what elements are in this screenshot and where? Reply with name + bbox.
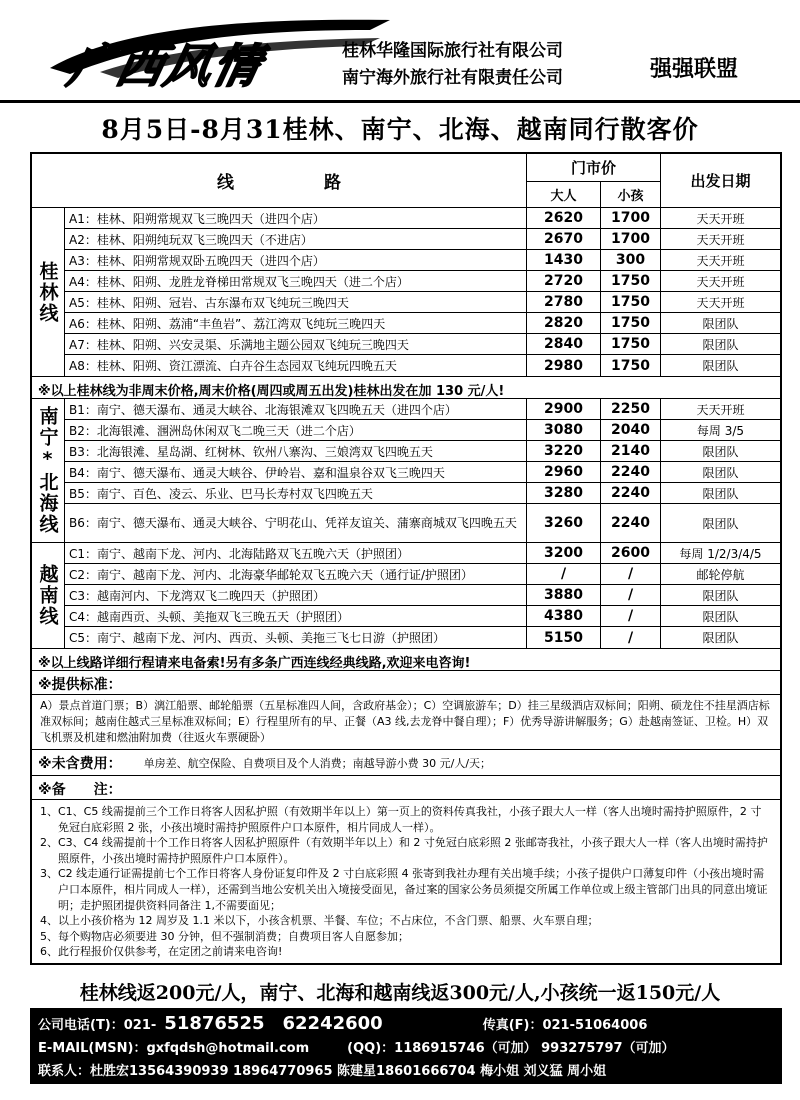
qq-numbers: (QQ)：1186915746（可加） 993275797（可加） bbox=[347, 1041, 675, 1056]
header-divider bbox=[0, 100, 800, 103]
child-price: 1750 bbox=[601, 271, 661, 291]
adult-price: 2620 bbox=[527, 208, 601, 228]
table-row bbox=[65, 606, 780, 627]
remark-number: 1、 bbox=[40, 805, 58, 818]
adult-price: 3260 bbox=[527, 504, 601, 542]
company-name-1: 桂林华隆国际旅行社有限公司 bbox=[342, 41, 563, 61]
list-item bbox=[40, 866, 772, 913]
table-row bbox=[65, 208, 780, 229]
table-row bbox=[65, 543, 780, 564]
remarks-title: ※备 注： bbox=[32, 776, 780, 800]
remark-text: C2 线走通行证需提前七个工作日将客人身份证复印件及 2 寸白底彩照 4 张寄到我社办理有关出境手续；小孩子提供户口薄复印件（小孩出境时需户口本原件，相片同成人一样），还需到当地公安机关出入境接受面见，备过案的国家公务员须提交所属工作单位或上级主管部门出具的同意出境证明；走护照团提供资料同备注 1,不需要面见； bbox=[58, 867, 768, 912]
header-child: 小孩 bbox=[617, 189, 644, 204]
excluded-title: ※未含费用： bbox=[38, 755, 122, 772]
email-address: E-MAIL(MSN)：gxfqdsh@hotmail.com bbox=[38, 1041, 310, 1056]
departure-date: 每周 3/5 bbox=[696, 423, 745, 438]
departure-date: 天天开班 bbox=[696, 232, 745, 247]
list-item bbox=[40, 944, 772, 960]
child-price: 2600 bbox=[601, 543, 661, 563]
adult-price: 2980 bbox=[527, 355, 601, 376]
table-row bbox=[65, 441, 780, 462]
list-item bbox=[40, 804, 772, 835]
child-price: 2040 bbox=[601, 420, 661, 440]
phone-number-2: 62242600 bbox=[282, 1013, 383, 1034]
departure-date: 限团队 bbox=[702, 609, 739, 624]
child-price: / bbox=[601, 606, 661, 626]
route-group-vietnam bbox=[32, 543, 780, 649]
group-rows-guilin bbox=[65, 208, 780, 376]
child-price: 1750 bbox=[601, 292, 661, 312]
child-price: / bbox=[601, 585, 661, 605]
departure-date: 限团队 bbox=[702, 516, 739, 531]
adult-price: 3220 bbox=[527, 441, 601, 461]
alliance-label: 强强联盟 bbox=[650, 56, 739, 82]
route-cell: C4：越南西贡、头顿、美拖双飞三晚五天（护照团） bbox=[65, 606, 527, 626]
header bbox=[0, 0, 800, 110]
route-cell: A1：桂林、阳朔常规双飞三晚四天（进四个店） bbox=[65, 208, 527, 228]
table-row bbox=[65, 483, 780, 504]
child-price: 1750 bbox=[601, 313, 661, 333]
child-price: 1700 bbox=[601, 229, 661, 249]
remark-text: C1、C5 线需提前三个工作日将客人因私护照（有效期半年以上）第一页上的资料传真我社，小孩子跟大人一样（客人出境时需持护照原件，2 寸免冠白底彩照 2 张，小孩出境时需持护照原件户口本原件，相片同成人一样）。 bbox=[58, 805, 762, 834]
adult-price: 2840 bbox=[527, 334, 601, 354]
route-cell: C5：南宁、越南下龙、河内、西贡、头顿、美拖三飞七日游（护照团） bbox=[65, 627, 527, 648]
child-price: 2240 bbox=[601, 483, 661, 503]
company-name-2: 南宁海外旅行社有限责任公司 bbox=[342, 68, 563, 88]
departure-date: 限团队 bbox=[702, 588, 739, 603]
adult-price: / bbox=[527, 564, 601, 584]
header-adult: 大人 bbox=[527, 182, 601, 207]
table-header bbox=[32, 154, 780, 208]
departure-date: 限团队 bbox=[702, 444, 739, 459]
excluded-section bbox=[32, 750, 780, 776]
list-item bbox=[40, 913, 772, 929]
remark-text: 每个购物店必须要进 30 分钟，但不强制消费；自费项目客人自愿参加； bbox=[58, 929, 409, 943]
remark-number: 6、 bbox=[40, 945, 58, 959]
adult-price: 2900 bbox=[527, 399, 601, 419]
contact-people: 联系人：杜胜宏13564390939 18964770965 陈建星18601666704 梅小姐 刘义猛 周小姐 bbox=[38, 1064, 607, 1079]
child-price: 1700 bbox=[601, 208, 661, 228]
header-route: 线路 bbox=[32, 154, 527, 207]
header-price bbox=[527, 154, 661, 207]
standard-title: ※提供标准： bbox=[32, 671, 780, 695]
contact-bar bbox=[30, 1008, 782, 1084]
departure-date: 限团队 bbox=[702, 631, 739, 645]
route-cell: C2：南宁、越南下龙、河内、北海豪华邮轮双飞五晚六天（通行证/护照团） bbox=[65, 564, 527, 584]
table-row bbox=[65, 462, 780, 483]
adult-price: 2670 bbox=[527, 229, 601, 249]
departure-date: 天天开班 bbox=[696, 253, 745, 268]
route-cell: B1：南宁、德天瀑布、通灵大峡谷、北海银滩双飞四晚五天（进四个店） bbox=[65, 399, 527, 419]
table-row bbox=[65, 271, 780, 292]
route-cell: B5：南宁、百色、凌云、乐业、巴马长寿村双飞四晚五天 bbox=[65, 483, 527, 503]
child-price: 2240 bbox=[601, 462, 661, 482]
group-label-guilin: 桂林线 bbox=[32, 208, 65, 376]
departure-date: 天天开班 bbox=[696, 274, 745, 289]
table-row bbox=[65, 229, 780, 250]
child-price: 2240 bbox=[601, 504, 661, 542]
child-price: 2250 bbox=[601, 399, 661, 419]
group-label-vietnam: 越南线 bbox=[32, 543, 65, 648]
table-row bbox=[65, 334, 780, 355]
group-label-nanning-beihai: 南宁*北海线 bbox=[32, 399, 65, 542]
route-cell: B2：北海银滩、涠洲岛休闲双飞二晚三天（进二个店） bbox=[65, 420, 527, 440]
adult-price: 4380 bbox=[527, 606, 601, 626]
adult-price: 5150 bbox=[527, 627, 601, 648]
route-cell: A6：桂林、阳朔、荔浦“丰鱼岩”、荔江湾双飞纯玩三晚四天 bbox=[65, 313, 527, 333]
table-row bbox=[65, 627, 780, 648]
guilin-weekend-note: ※以上桂林线为非周末价格,周末价格(周四或周五出发)桂林出发在加 130 元/人! bbox=[32, 377, 780, 399]
contact-phone-line bbox=[38, 1012, 774, 1035]
route-cell: B3：北海银滩、星岛湖、红树林、钦州八寨沟、三娘湾双飞四晚五天 bbox=[65, 441, 527, 461]
remark-text: 此行程报价仅供参考，在定团之前请来电咨询! bbox=[58, 945, 283, 959]
child-price: / bbox=[601, 627, 661, 648]
route-group-nanning-beihai bbox=[32, 399, 780, 543]
child-price: 300 bbox=[601, 250, 661, 270]
table-row bbox=[65, 504, 780, 542]
departure-date: 天天开班 bbox=[696, 402, 745, 417]
departure-date: 限团队 bbox=[702, 486, 739, 501]
phone-label: 公司电话(T)：021- bbox=[38, 1018, 157, 1033]
page-title: 8月5日-8月31桂林、南宁、北海、越南同行散客价 bbox=[101, 115, 699, 144]
route-cell: A7：桂林、阳朔、兴安灵渠、乐满地主题公园双飞纯玩三晚四天 bbox=[65, 334, 527, 354]
route-cell: B6：南宁、德天瀑布、通灵大峡谷、宁明花山、凭祥友谊关、蒲寨商城双飞四晚五天 bbox=[65, 504, 527, 542]
departure-date: 邮轮停航 bbox=[696, 567, 745, 582]
remark-text: 以上小孩价格为 12 周岁及 1.1 米以下，小孩含机票、半餐、车位；不占床位，不含门票、船票、火车票自理； bbox=[58, 914, 599, 928]
remark-number: 3、 bbox=[40, 867, 58, 881]
table-row bbox=[65, 313, 780, 334]
remark-text: C3、C4 线需提前十个工作日将客人因私护照原件（有效期半年以上）和 2 寸免冠白底彩照 2 张邮寄我社，小孩子跟大人一样（客人出境时需持护照原件，小孩出境时需持护照原件户口本原件）。 bbox=[58, 836, 768, 865]
phone-number-1: 51876525 bbox=[164, 1013, 265, 1034]
table-row bbox=[65, 564, 780, 585]
remark-number: 2、 bbox=[40, 836, 58, 850]
table-row bbox=[65, 420, 780, 441]
departure-date: 限团队 bbox=[702, 316, 739, 331]
table-row bbox=[65, 399, 780, 420]
list-item bbox=[40, 835, 772, 866]
price-table bbox=[30, 152, 782, 965]
child-price: 2140 bbox=[601, 441, 661, 461]
route-cell: A3：桂林、阳朔常规双卧五晚四天（进四个店） bbox=[65, 250, 527, 270]
departure-date: 天天开班 bbox=[696, 211, 745, 226]
rebate-banner: 桂林线返200元/人，南宁、北海和越南线返300元/人,小孩统一返150元/人 bbox=[79, 982, 721, 1004]
contact-people-line bbox=[38, 1058, 774, 1081]
remarks-list bbox=[32, 800, 780, 963]
adult-price: 2720 bbox=[527, 271, 601, 291]
departure-date: 限团队 bbox=[702, 359, 739, 373]
company-names bbox=[342, 38, 563, 92]
route-cell: A4：桂林、阳朔、龙胜龙脊梯田常规双飞三晚四天（进二个店） bbox=[65, 271, 527, 291]
excluded-body: 单房差、航空保险、自费项目及个人消费；南越导游小费 30 元/人/天； bbox=[143, 756, 492, 770]
route-cell: B4：南宁、德天瀑布、通灵大峡谷、伊岭岩、嘉和温泉谷双飞三晚四天 bbox=[65, 462, 527, 482]
adult-price: 1430 bbox=[527, 250, 601, 270]
departure-date: 每周 1/2/3/4/5 bbox=[679, 546, 762, 561]
header-price-label: 门市价 bbox=[527, 154, 660, 182]
route-cell: A8：桂林、阳朔、资江漂流、白卉谷生态园双飞纯玩四晚五天 bbox=[65, 355, 527, 376]
route-cell: C1：南宁、越南下龙、河内、北海陆路双飞五晚六天（护照团） bbox=[65, 543, 527, 563]
route-cell: A2：桂林、阳朔纯玩双飞三晚四天（不进店） bbox=[65, 229, 527, 249]
departure-date: 限团队 bbox=[702, 465, 739, 480]
adult-price: 2780 bbox=[527, 292, 601, 312]
remark-number: 5、 bbox=[40, 929, 58, 943]
table-row bbox=[65, 292, 780, 313]
lines-inquiry-note: ※以上线路详细行程请来电备索!另有多条广西连线经典线路,欢迎来电咨询! bbox=[32, 649, 780, 671]
header-date: 出发日期 bbox=[690, 172, 751, 190]
fax-number: 传真(F)：021-51064006 bbox=[482, 1018, 648, 1033]
adult-price: 2960 bbox=[527, 462, 601, 482]
table-row bbox=[65, 585, 780, 606]
table-row bbox=[65, 355, 780, 376]
departure-date: 天天开班 bbox=[696, 295, 745, 310]
route-cell: C3：越南河内、下龙湾双飞二晚四天（护照团） bbox=[65, 585, 527, 605]
standard-body: A）景点首道门票；B）漓江船票、邮轮船票（五星标准四人间，含政府基金）；C）空调旅游车；D）挂三星级酒店双标间；阳朔、硕龙住不挂星酒店标准双标间；越南住越式三星标准双标间；E）行程里所有的早、正餐（A3 线,去龙脊中餐自理）；F）优秀导游讲解服务；G）赴越南签证、卫检。H）双飞机票及机建和燃油附加费（往返火车票硬卧） bbox=[32, 695, 780, 750]
route-cell: A5：桂林、阳朔、冠岩、古东瀑布双飞纯玩三晚四天 bbox=[65, 292, 527, 312]
adult-price: 3280 bbox=[527, 483, 601, 503]
contact-online-line bbox=[38, 1035, 774, 1058]
table-row bbox=[65, 250, 780, 271]
child-price: 1750 bbox=[601, 334, 661, 354]
adult-price: 3200 bbox=[527, 543, 601, 563]
child-price: 1750 bbox=[601, 355, 661, 376]
adult-price: 3080 bbox=[527, 420, 601, 440]
logo-text: 广西风情 bbox=[63, 39, 268, 93]
adult-price: 3880 bbox=[527, 585, 601, 605]
route-group-guilin bbox=[32, 208, 780, 377]
group-rows-nanning-beihai bbox=[65, 399, 780, 542]
adult-price: 2820 bbox=[527, 313, 601, 333]
group-rows-vietnam bbox=[65, 543, 780, 648]
list-item bbox=[40, 929, 772, 945]
remark-number: 4、 bbox=[40, 914, 58, 928]
child-price: / bbox=[601, 564, 661, 584]
departure-date: 限团队 bbox=[702, 337, 739, 352]
